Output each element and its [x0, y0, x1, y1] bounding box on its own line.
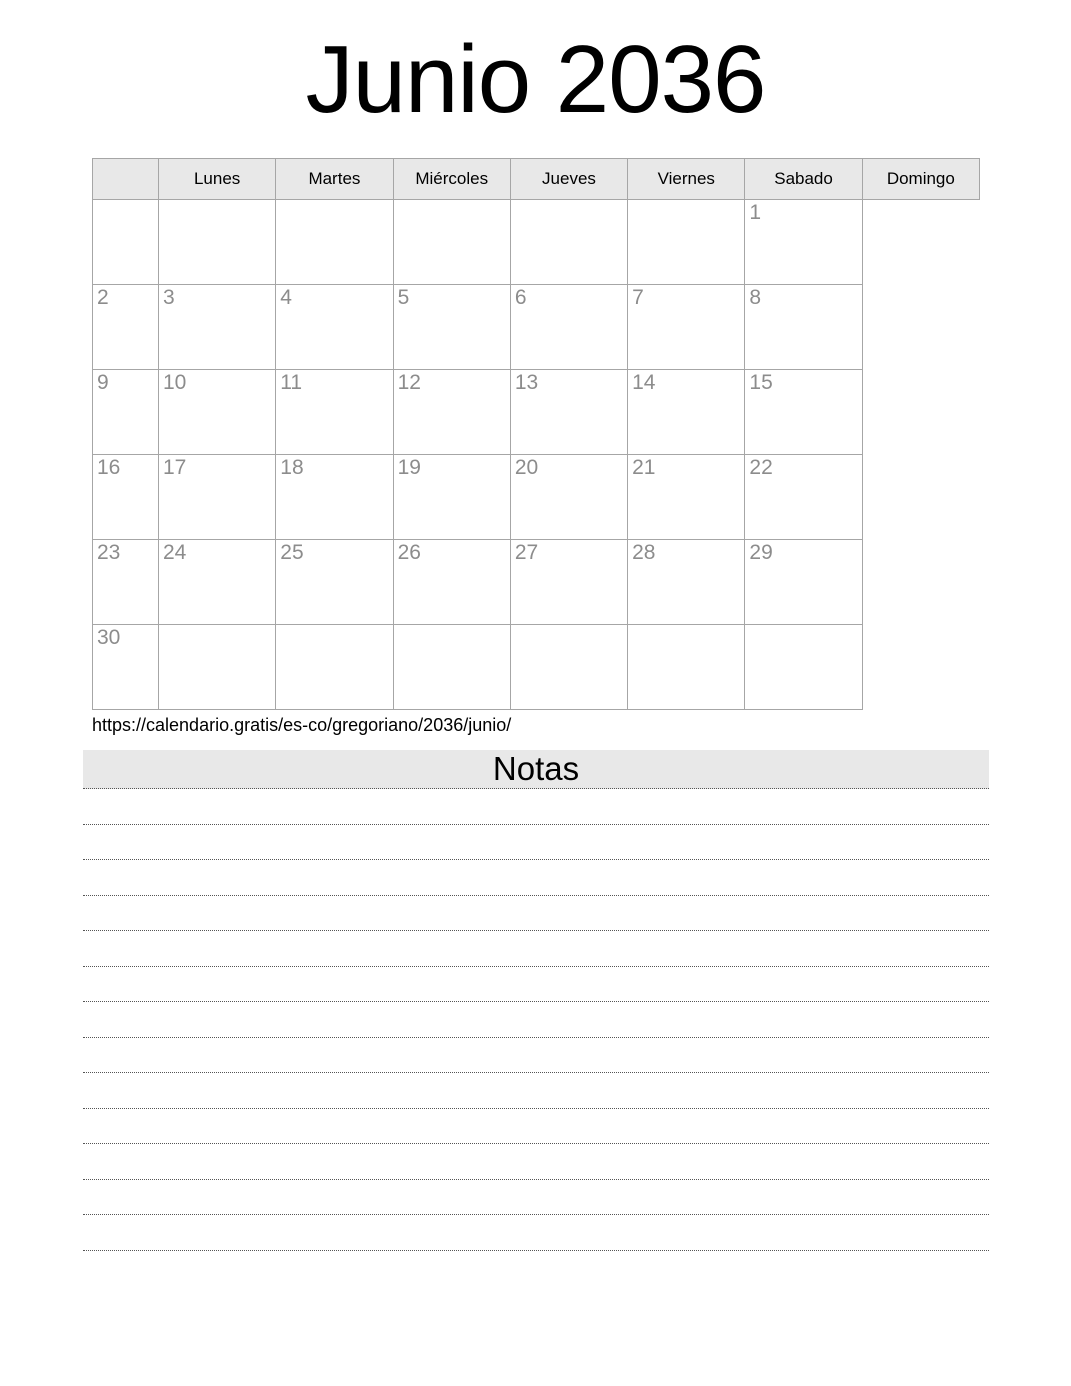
day-number: [159, 200, 275, 201]
day-number: [745, 625, 861, 626]
weekday-header-lunes: Lunes: [159, 159, 276, 200]
day-number: 19: [397, 456, 421, 479]
day-number: 10: [163, 371, 187, 394]
note-line: [83, 896, 989, 932]
day-number: [628, 200, 744, 201]
notes-section: [83, 750, 989, 1251]
day-number: 16: [97, 456, 121, 479]
day-cell: [159, 455, 276, 540]
day-number: 18: [280, 456, 304, 479]
week-number-column: [93, 159, 159, 200]
note-line: [83, 1002, 989, 1038]
day-cell: [93, 540, 159, 625]
day-cell: [93, 455, 159, 540]
note-line: [83, 1215, 989, 1251]
week-row: [93, 285, 980, 370]
day-cell: [745, 625, 862, 710]
notes-title: Notas: [83, 750, 989, 789]
day-cell: [628, 455, 745, 540]
note-line: [83, 860, 989, 896]
weekday-header-miercoles: Miércoles: [393, 159, 510, 200]
day-number: [394, 625, 510, 626]
weekday-header-domingo: Domingo: [862, 159, 979, 200]
day-cell: [93, 370, 159, 455]
day-cell: [276, 625, 393, 710]
weekday-header-sabado: Sabado: [745, 159, 862, 200]
day-number: 29: [749, 541, 773, 564]
page-title: Junio 2036: [305, 26, 766, 133]
note-line: [83, 1144, 989, 1180]
notes-ruled-area: [83, 789, 989, 1251]
day-number: [628, 625, 744, 626]
day-number: 2: [97, 286, 109, 309]
day-cell: [510, 455, 627, 540]
day-cell: [745, 370, 862, 455]
calendar-table: [92, 158, 980, 710]
day-number: 15: [749, 371, 773, 394]
day-number: [159, 625, 275, 626]
day-number: 3: [163, 286, 175, 309]
day-number: [394, 200, 510, 201]
day-cell: [159, 625, 276, 710]
note-line: [83, 825, 989, 861]
day-number: 21: [632, 456, 656, 479]
day-number: 4: [280, 286, 292, 309]
day-cell: [510, 200, 627, 285]
day-cell: [276, 455, 393, 540]
note-line: [83, 1038, 989, 1074]
calendar-body: [93, 200, 980, 710]
day-cell: [276, 540, 393, 625]
day-cell: [510, 540, 627, 625]
note-line: [83, 1109, 989, 1145]
day-cell: [276, 370, 393, 455]
day-cell: [159, 370, 276, 455]
day-cell: [510, 625, 627, 710]
day-number: 24: [163, 541, 187, 564]
calendar-header-row: [93, 159, 980, 200]
weekday-header-martes: Martes: [276, 159, 393, 200]
day-number: 17: [163, 456, 187, 479]
day-cell: [628, 370, 745, 455]
day-cell: [745, 200, 862, 285]
day-cell: [393, 370, 510, 455]
day-number: 12: [397, 371, 421, 394]
day-number: 1: [749, 201, 762, 224]
day-cell: [510, 285, 627, 370]
day-number: [276, 200, 392, 201]
day-cell: [393, 200, 510, 285]
day-number: 28: [632, 541, 656, 564]
note-line: [83, 967, 989, 1003]
day-number: 23: [97, 541, 121, 564]
day-number: [276, 625, 392, 626]
day-number: [93, 200, 158, 201]
day-number: 27: [514, 541, 539, 564]
day-cell: [628, 285, 745, 370]
note-line: [83, 1073, 989, 1109]
day-cell: [510, 370, 627, 455]
day-number: 13: [514, 371, 539, 394]
day-number: 7: [632, 286, 644, 309]
weekday-header-viernes: Viernes: [628, 159, 745, 200]
day-number: 11: [280, 371, 303, 394]
day-number: 25: [280, 541, 304, 564]
week-row: [93, 370, 980, 455]
day-cell: [628, 625, 745, 710]
day-cell: [393, 540, 510, 625]
day-cell: [159, 285, 276, 370]
week-row: [93, 625, 980, 710]
week-row: [93, 200, 980, 285]
day-cell: [93, 625, 159, 710]
day-cell: [628, 540, 745, 625]
day-number: 30: [97, 626, 121, 649]
weekday-header-jueves: Jueves: [510, 159, 627, 200]
day-cell: [745, 455, 862, 540]
day-number: 22: [749, 456, 773, 479]
day-number: 20: [514, 456, 539, 479]
note-line: [83, 1180, 989, 1216]
day-cell: [628, 200, 745, 285]
day-cell: [393, 625, 510, 710]
note-line: [83, 789, 989, 825]
day-cell: [745, 540, 862, 625]
day-cell: [159, 540, 276, 625]
day-cell: [159, 200, 276, 285]
day-number: 26: [397, 541, 421, 564]
day-number: 14: [632, 371, 656, 394]
day-number: 5: [397, 286, 410, 309]
day-cell: [276, 285, 393, 370]
note-line: [83, 931, 989, 967]
day-cell: [93, 285, 159, 370]
day-cell: [276, 200, 393, 285]
day-number: [511, 625, 627, 626]
day-number: 6: [514, 286, 527, 309]
day-cell: [745, 285, 862, 370]
day-number: 9: [97, 371, 109, 394]
day-cell: [393, 285, 510, 370]
source-url-text: https://calendario.gratis/es-co/gregoriano/2036/junio/: [92, 715, 512, 735]
week-row: [93, 455, 980, 540]
day-cell: [393, 455, 510, 540]
week-row: [93, 540, 980, 625]
day-number: [511, 200, 627, 201]
day-number: 8: [749, 286, 762, 309]
day-cell: [93, 200, 159, 285]
